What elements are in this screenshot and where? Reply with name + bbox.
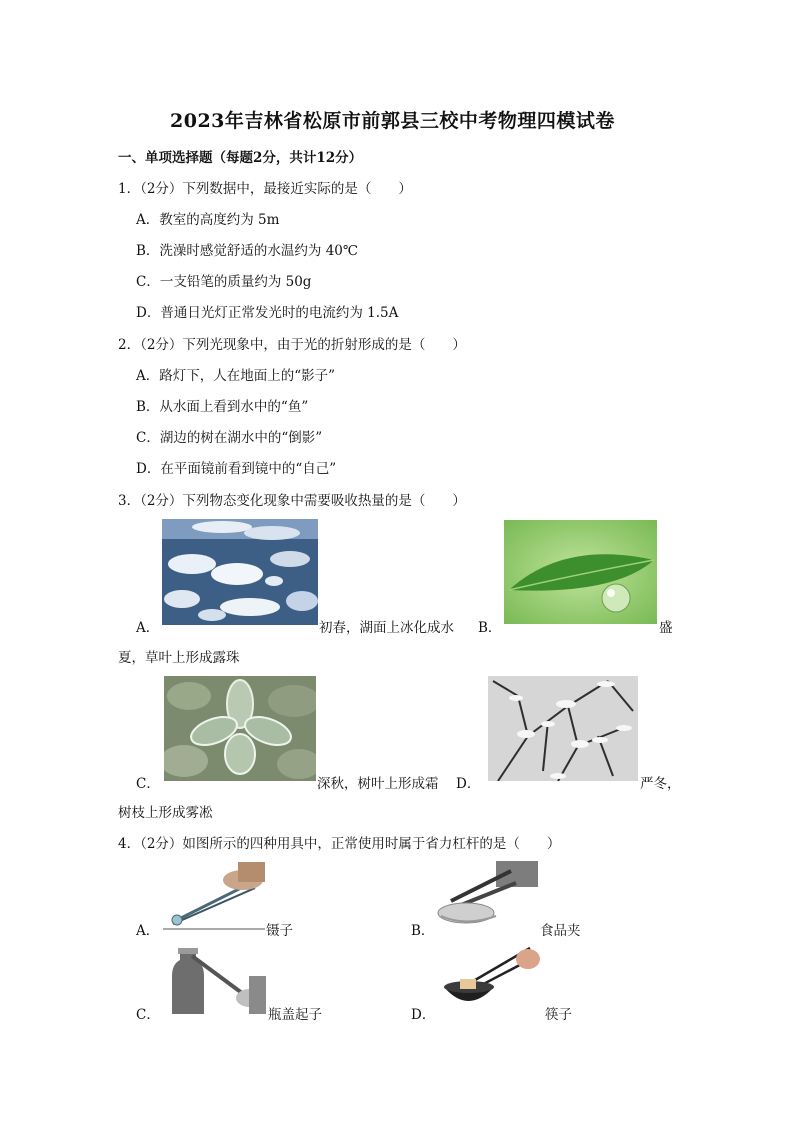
question-3-option-c-text: 深秋，树叶上形成霜 <box>317 776 439 792</box>
question-4-stem: 4．（2分）如图所示的四种用具中，正常使用时属于省力杠杆的是（ ） <box>118 836 561 852</box>
question-3-option-a-letter: A． <box>136 620 160 636</box>
food-tongs-photo <box>436 861 538 929</box>
question-2-option-c: C．湖边的树在湖水中的“倒影” <box>136 430 323 446</box>
question-3-option-d-text-1: 严冬， <box>640 776 681 792</box>
question-2-option-d: D．在平面镜前看到镜中的“自己” <box>136 461 337 477</box>
question-3-option-d-letter: D． <box>456 776 481 792</box>
question-1-option-b: B．洗澡时感觉舒适的水温约为 40℃ <box>136 243 358 259</box>
question-3-option-a-text: 初春，湖面上冰化成水 <box>319 620 454 636</box>
page-title: 2023年吉林省松原市前郭县三校中考物理四模试卷 <box>170 110 615 132</box>
question-4-option-d-text: 筷子 <box>545 1007 572 1023</box>
question-3-option-b-letter: B． <box>478 620 502 636</box>
question-2-option-b: B．从水面上看到水中的“鱼” <box>136 399 309 415</box>
chopsticks-photo <box>440 943 542 1015</box>
question-3-option-c-letter: C． <box>136 776 160 792</box>
question-3-option-b-text-1: 盛 <box>659 620 673 636</box>
section-heading: 一、单项选择题（每题2分，共计12分） <box>118 150 363 166</box>
ice-melting-photo <box>162 519 318 625</box>
question-4-option-b-letter: B． <box>411 923 435 939</box>
question-4-option-d-letter: D． <box>411 1007 436 1023</box>
question-4-option-a-letter: A． <box>136 923 160 939</box>
question-2-stem: 2．（2分）下列光现象中，由于光的折射形成的是（ ） <box>118 337 466 353</box>
question-3-option-b-text-2: 夏，草叶上形成露珠 <box>118 650 240 666</box>
rime-on-branches-photo <box>488 676 638 781</box>
question-4-option-c-letter: C． <box>136 1007 160 1023</box>
bottle-opener-photo <box>164 946 266 1014</box>
question-1-option-d: D．普通日光灯正常发光时的电流约为 1.5A <box>136 305 399 321</box>
question-1-stem: 1．（2分）下列数据中，最接近实际的是（ ） <box>118 181 412 197</box>
frost-on-leaves-photo <box>164 676 316 781</box>
question-1-option-a: A．教室的高度约为 5m <box>136 212 280 228</box>
question-4-option-a-text: 镊子 <box>266 923 293 939</box>
question-4-option-b-text: 食品夹 <box>540 923 581 939</box>
tweezers-photo <box>163 862 265 930</box>
dew-on-leaf-photo <box>504 520 657 624</box>
question-1-option-c: C．一支铅笔的质量约为 50g <box>136 274 312 290</box>
question-2-option-a: A．路灯下，人在地面上的“影子” <box>136 368 336 384</box>
question-3-stem: 3．（2分）下列物态变化现象中需要吸收热量的是（ ） <box>118 493 466 509</box>
question-4-option-c-text: 瓶盖起子 <box>268 1007 322 1023</box>
question-3-option-d-text-2: 树枝上形成雾凇 <box>118 805 213 821</box>
